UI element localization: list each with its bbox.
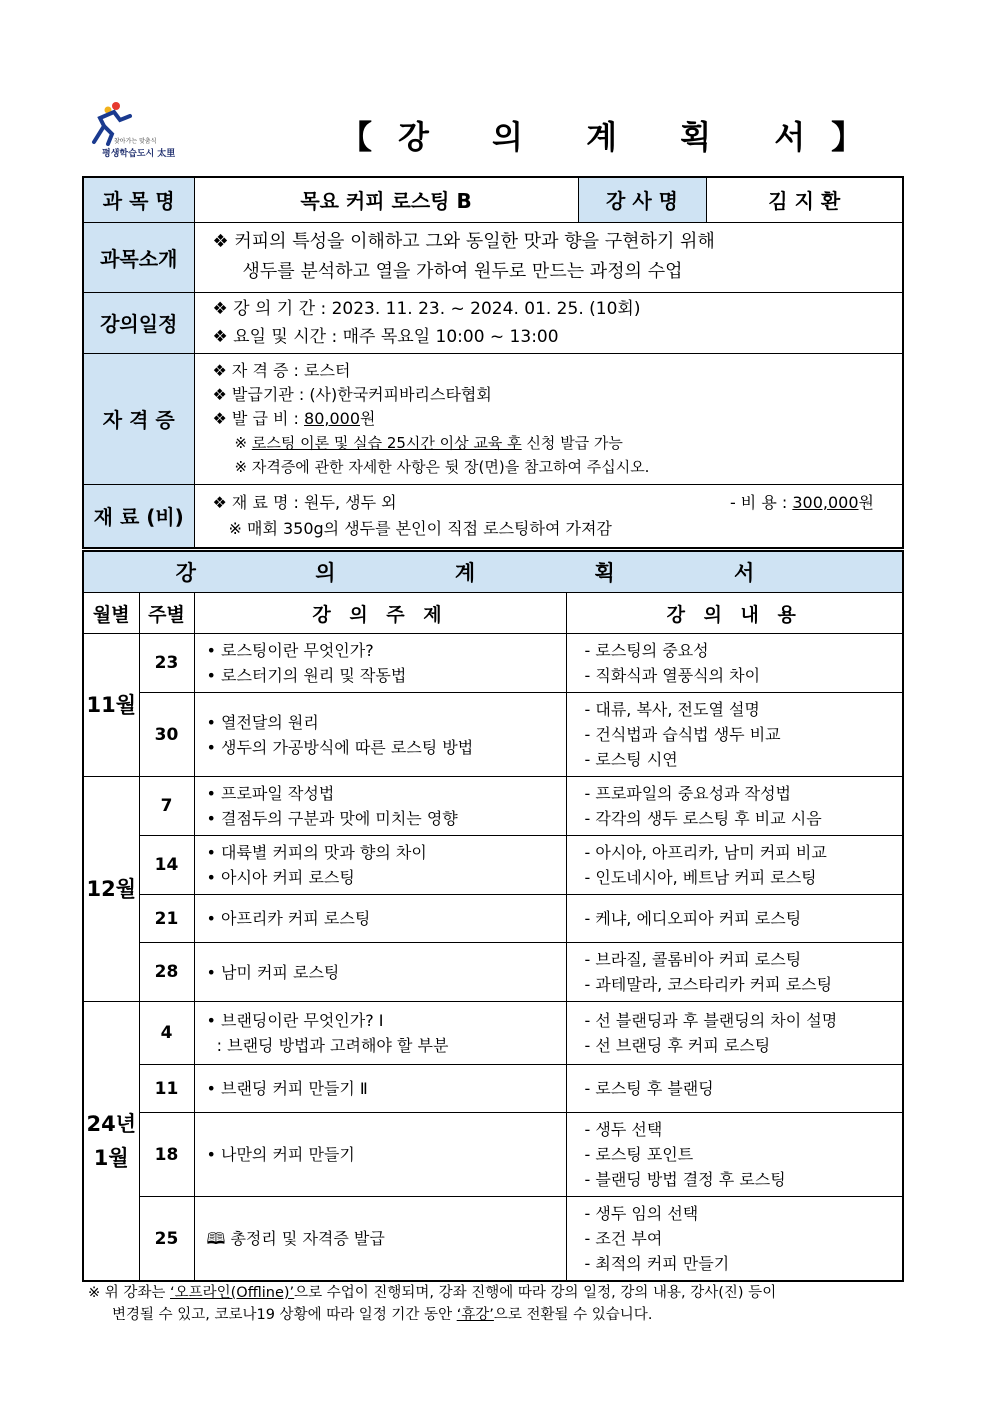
- intro-line-2: 생두를 분석하고 열을 가하여 원두로 만드는 과정의 수업: [242, 261, 683, 282]
- footer-line-2: 변경될 수 있고, 코로나19 상황에 따라 일정 기간 동안 ‘휴강’으로 전환될 수 있습니다.: [112, 1307, 653, 1323]
- schedule-title: 강 의 계 획 서: [83, 551, 903, 593]
- week-cell: 18: [139, 1113, 194, 1197]
- footer-line-1: ※ 위 강좌는 ‘오프라인(Offline)’으로 수업이 진행되며, 강좌 진행에 따라 강의 일정, 강의 내용, 강사(진) 등이: [88, 1285, 777, 1301]
- schedule-body: [83, 634, 903, 1282]
- cert-fee: ❖ 발 급 비 : 80,000원: [212, 408, 376, 428]
- topic-cell: • 남미 커피 로스팅: [194, 943, 566, 1002]
- material-cost: - 비 용 : 300,000원: [729, 492, 874, 512]
- table-row: [83, 1002, 903, 1065]
- content-cell: - 프로파일의 중요성과 작성법 - 각각의 생두 로스팅 후 비교 시음: [566, 777, 903, 836]
- cert-note-2: ※ 자격증에 관한 자세한 사항은 뒷 장(면)을 참고하여 주십시오.: [234, 457, 650, 476]
- topic-cell: • 프로파일 작성법 • 결점두의 구분과 맛에 미치는 영향: [194, 777, 566, 836]
- table-row: [83, 943, 903, 1002]
- table-row: [83, 895, 903, 943]
- content-cell: - 생두 선택 - 로스팅 포인트 - 블랜딩 방법 결정 후 로스팅: [566, 1113, 903, 1197]
- table-row: [83, 836, 903, 895]
- course-value: 목요 커피 로스팅 B: [194, 177, 578, 222]
- week-cell: 23: [139, 634, 194, 693]
- lecture-period: ❖ 강 의 기 간 : 2023. 11. 23. ~ 2024. 01. 25. (10회): [212, 298, 641, 319]
- material-cell: [194, 484, 903, 548]
- schedule-cell: [194, 292, 903, 353]
- table-row: [83, 634, 903, 693]
- header-content: 강 의 내 용: [566, 593, 903, 634]
- topic-cell: • 아프리카 커피 로스팅: [194, 895, 566, 943]
- instructor-label: 강 사 명: [578, 177, 706, 222]
- week-cell: 21: [139, 895, 194, 943]
- month-jan: 24년 1월: [83, 1002, 139, 1282]
- intro-label: 과목소개: [83, 222, 194, 292]
- topic-cell: 🕮 총정리 및 자격증 발급: [194, 1197, 566, 1282]
- material-name: ❖ 재 료 명 : 원두, 생두 외: [212, 492, 397, 512]
- cert-fee-amount: 80,000: [304, 408, 361, 428]
- month-dec: 12월: [83, 777, 139, 1002]
- topic-cell: • 열전달의 원리 • 생두의 가공방식에 따른 로스팅 방법: [194, 693, 566, 777]
- schedule-label: 강의일정: [83, 292, 194, 353]
- week-cell: 25: [139, 1197, 194, 1282]
- footer-note: [88, 1282, 898, 1326]
- lecture-time: ❖ 요일 및 시간 : 매주 목요일 10:00 ~ 13:00: [212, 326, 559, 347]
- week-cell: 28: [139, 943, 194, 1002]
- course-label: 과 목 명: [83, 177, 194, 222]
- header-week: 주별: [139, 593, 194, 634]
- city-logo: [86, 100, 182, 160]
- topic-cell: • 나만의 커피 만들기: [194, 1113, 566, 1197]
- intro-line-1: ❖ 커피의 특성을 이해하고 그와 동일한 맛과 향을 구현하기 위해: [212, 231, 715, 252]
- table-row: [83, 777, 903, 836]
- header-topic: 강 의 주 제: [194, 593, 566, 634]
- week-cell: 4: [139, 1002, 194, 1065]
- content-cell: - 선 블랜딩과 후 블랜딩의 차이 설명 - 선 브랜딩 후 커피 로스팅: [566, 1002, 903, 1065]
- topic-cell: • 대륙별 커피의 맛과 향의 차이 • 아시아 커피 로스팅: [194, 836, 566, 895]
- week-cell: 11: [139, 1065, 194, 1113]
- material-note: ※ 매회 350g의 생두를 본인이 직접 로스팅하여 가져감: [228, 518, 612, 538]
- cert-note-1: ※ 로스팅 이론 및 실습 25시간 이상 교육 후 신청 발급 가능: [234, 433, 623, 452]
- table-row: [83, 693, 903, 777]
- content-cell: - 로스팅의 중요성 - 직화식과 열풍식의 차이: [566, 634, 903, 693]
- month-nov: 11월: [83, 634, 139, 777]
- content-cell: - 생두 임의 선택 - 조건 부여 - 최적의 커피 만들기: [566, 1197, 903, 1282]
- cert-label: 자 격 증: [83, 353, 194, 484]
- logo-subtitle: 찾아가는 맞춤식: [114, 138, 157, 145]
- content-cell: - 로스팅 후 블랜딩: [566, 1065, 903, 1113]
- instructor-value: 김 지 환: [706, 177, 903, 222]
- page-title: 【강 의 계 획 서】: [340, 118, 890, 156]
- cert-cell: [194, 353, 903, 484]
- topic-cell: • 브랜딩이란 무엇인가? Ⅰ : 브랜딩 방법과 고려해야 할 부분: [194, 1002, 566, 1065]
- topic-cell: • 로스팅이란 무엇인가? • 로스터기의 원리 및 작동법: [194, 634, 566, 693]
- header-month: 월별: [83, 593, 139, 634]
- week-cell: 30: [139, 693, 194, 777]
- cert-name: ❖ 자 격 증 : 로스터: [212, 360, 351, 380]
- content-cell: - 케냐, 에디오피아 커피 로스팅: [566, 895, 903, 943]
- material-label: 재 료 (비): [83, 484, 194, 548]
- content-cell: - 브라질, 콜롬비아 커피 로스팅 - 과테말라, 코스타리카 커피 로스팅: [566, 943, 903, 1002]
- course-info-table: [82, 176, 904, 549]
- logo-name: 평생학습도시 太里: [102, 149, 176, 159]
- table-row: [83, 1113, 903, 1197]
- table-row: [83, 1197, 903, 1282]
- topic-cell: • 브랜딩 커피 만들기 Ⅱ: [194, 1065, 566, 1113]
- intro-cell: [194, 222, 903, 292]
- schedule-table: [82, 550, 904, 1282]
- content-cell: - 대류, 복사, 전도열 설명 - 건식법과 습식법 생두 비교 - 로스팅 시연: [566, 693, 903, 777]
- content-cell: - 아시아, 아프리카, 남미 커피 비교 - 인도네시아, 베트남 커피 로스팅: [566, 836, 903, 895]
- week-cell: 7: [139, 777, 194, 836]
- week-cell: 14: [139, 836, 194, 895]
- cert-issuer: ❖ 발급기관 : (사)한국커피바리스타협회: [212, 384, 492, 404]
- table-row: [83, 1065, 903, 1113]
